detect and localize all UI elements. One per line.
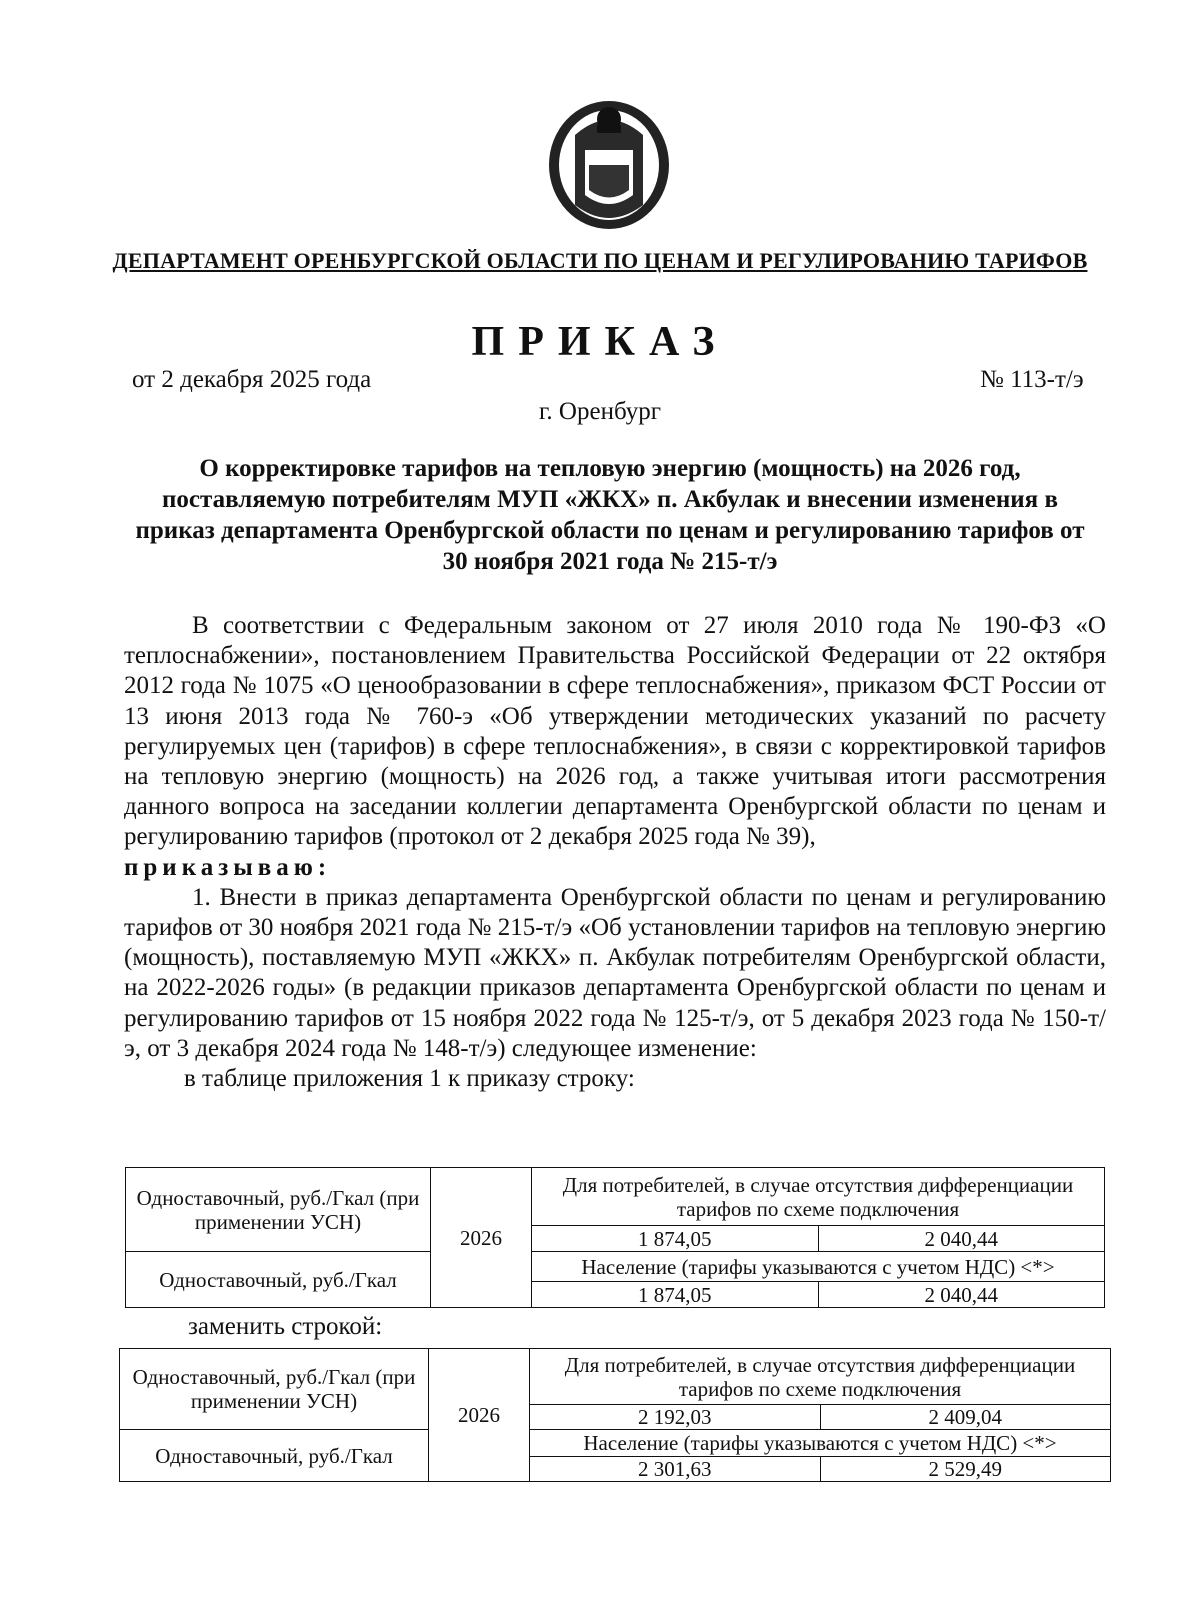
old-group1-value-1: 1 874,05 [532,1226,819,1252]
new-group2-value-1: 2 301,63 [530,1457,821,1482]
new-year: 2026 [429,1349,530,1482]
department-header: ДЕПАРТАМЕНТ ОРЕНБУРГСКОЙ ОБЛАСТИ ПО ЦЕНАМ И РЕГУЛИРОВАНИЮ ТАРИФОВ [112,248,1088,273]
old-group2-value-2: 2 040,44 [818,1282,1105,1308]
document-date: от 2 декабря 2025 года [132,366,372,393]
old-group2-header: Население (тарифы указываются с учетом НДС) <*> [532,1252,1105,1282]
old-row2-label: Одноставочный, руб./Гкал [126,1252,431,1308]
replace-with-text: заменить строкой: [188,1313,383,1340]
coat-of-arms-emblem [545,95,673,233]
old-tariff-table [125,1167,1105,1308]
new-row1-label: Одноставочный, руб./Гкал (при применении УСН) [120,1349,429,1430]
old-group1-value-2: 2 040,44 [818,1226,1105,1252]
new-group1-header: Для потребителей, в случае отсутствия дифференциации тарифов по схеме подключения [530,1349,1111,1405]
new-row2-label: Одноставочный, руб./Гкал [120,1430,429,1482]
new-group2-value-2: 2 529,49 [820,1457,1111,1482]
new-tariff-table [119,1348,1111,1482]
old-group1-header: Для потребителей, в случае отсутствия дифференциации тарифов по схеме подключения [532,1168,1105,1226]
document-title: ПРИКАЗ [471,319,729,365]
new-group2-header: Население (тарифы указываются с учетом НДС) <*> [530,1430,1111,1457]
new-group1-value-1: 2 192,03 [530,1405,821,1430]
order-word: приказываю: [124,853,332,881]
new-group1-value-2: 2 409,04 [820,1405,1111,1430]
document-body [124,611,1106,1094]
table-intro: в таблице приложения 1 к приказу строку: [184,1065,635,1093]
document-number: № 113-т/э [980,366,1084,393]
document-city: г. Оренбург [539,398,661,425]
old-row1-label: Одноставочный, руб./Гкал (при применении УСН) [126,1168,431,1252]
item-1-paragraph: 1. Внести в приказ департамента Оренбургской области по ценам и регулированию тарифов от 30 ноября 2021 года № 215-т/э «Об установлении тарифов на тепловую энергию (мощность), поставляемую МУП «ЖКХ» п. Акбулак потребителям Оренбургской области, на 2022-2026 годы» (в редакции приказов департамента Оренбургской области по ценам и регулированию тарифов от 15 ноября 2022 года № 125-т/э, от 5 декабря 2023 года № 150-т/э, от 3 декабря 2024 года № 148-т/э) следующее изменение: [124,883,1106,1062]
preamble-paragraph: В соответствии с Федеральным законом от 27 июля 2010 года № 190-ФЗ «О теплоснабжении», постановлением Правительства Российской Федерации от 22 октября 2012 года № 1075 «О ценообразовании в сфере теплоснабжения», приказом ФСТ России от 13 июня 2013 года № 760-э «Об утверждении методических указаний по расчету регулируемых цен (тарифов) в сфере теплоснабжения», в связи с корректировкой тарифов на тепловую энергию (мощность) на 2026 год, а также учитывая итоги рассмотрения данного вопроса на заседании коллегии департамента Оренбургской области по ценам и регулированию тарифов (протокол от 2 декабря 2025 года № 39), [124,612,1106,851]
old-group2-value-1: 1 874,05 [532,1282,819,1308]
document-subject: О корректировке тарифов на тепловую энергию (мощность) на 2026 год, поставляемую потребителям МУП «ЖКХ» п. Акбулак и внесении изменения в приказ департамента Оренбургской области по ценам и регулированию тарифов от 30 ноября 2021 года № 215-т/э [135,455,1085,575]
old-year: 2026 [431,1168,532,1308]
